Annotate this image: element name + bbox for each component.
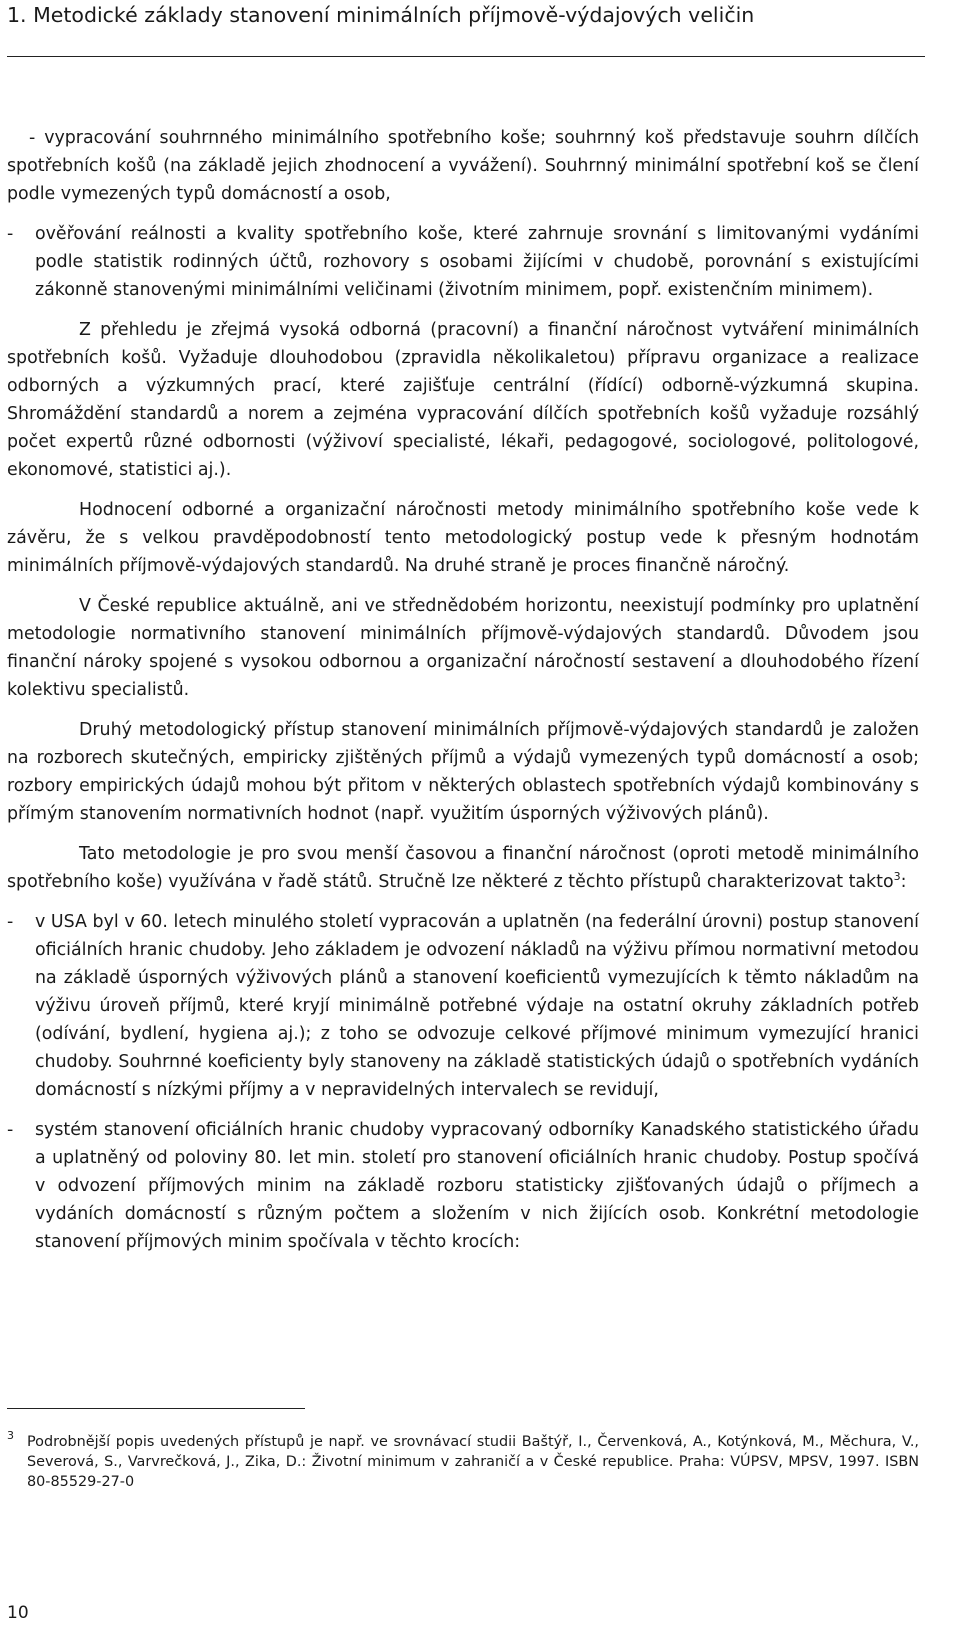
- list-dash: -: [7, 1120, 14, 1140]
- page-header: [7, 0, 925, 57]
- list-item-text: ověřování reálnosti a kvality spotřebního koše, které zahrnuje srovnání s limitovanými vydáními podle statistik rodinných účtů, rozhovory s osobami žijícími v chudobě, porovnání s existujícími zákonně stanovenými minimálními veličinami (životním minimem, popř. existenčním minimem).: [35, 224, 919, 300]
- list-dash: -: [7, 224, 14, 244]
- list-item-text: - vypracování souhrnného minimálního spotřebního koše; souhrnný koš představuje souhrn dílčích spotřebních košů (na základě jejich zhodnocení a vyvážení). Souhrnný minimální spotřební koš se člení podle vymezených typů domácností a osob,: [7, 128, 919, 204]
- body-text: [7, 124, 919, 1256]
- footnote-mark: 3: [7, 1429, 14, 1442]
- list-item: [7, 124, 919, 208]
- list-item: [7, 908, 919, 1104]
- footnote-text: Podrobnější popis uvedených přístupů je např. ve srovnávací studii Baštýř, I., Červenková, A., Kotýnková, M., Měchura, V., Severová, S., Varvrečková, J., Zika, D.: Životní minimum v zahraničí a v České republice. Praha: VÚPSV, MPSV, 1997. ISBN 80-85529-27-0: [27, 1434, 919, 1490]
- list-item: [7, 1116, 919, 1256]
- paragraph: [7, 840, 919, 896]
- list-item-text: systém stanovení oficiálních hranic chudoby vypracovaný odborníky Kanadského statistického úřadu a uplatněný od poloviny 80. let min. století pro stanovení oficiálních hranic chudoby. Postup spočívá v odvození příjmových minim na základě rozboru statisticky zjišťovaných údajů o příjmech a vydáních domácností s různým počtem a složením v nich žijících osob. Konkrétní metodologie stanovení příjmových minim spočívala v těchto krocích:: [35, 1120, 919, 1252]
- footnote: [7, 1429, 919, 1492]
- page-title: 1. Metodické základy stanovení minimálních příjmově-výdajových veličin: [7, 3, 755, 27]
- paragraph: Druhý metodologický přístup stanovení minimálních příjmově-výdajových standardů je založen na rozborech skutečných, empiricky zjištěných příjmů a výdajů vymezených typů domácností a osob; rozbory empirických údajů mohou být přitom v některých oblastech spotřebních výdajů kombinovány s přímým stanovením normativních hodnot (např. využitím úsporných výživových plánů).: [7, 720, 919, 824]
- list-item: [7, 220, 919, 304]
- footnote-reference[interactable]: 3: [893, 870, 901, 884]
- list-dash: -: [7, 912, 14, 932]
- page-number: 10: [7, 1603, 29, 1623]
- paragraph: V České republice aktuálně, ani ve střednědobém horizontu, neexistují podmínky pro uplatnění metodologie normativního stanovení minimálních příjmově-výdajových standardů. Důvodem jsou finanční nároky spojené s vysokou odbornou a organizační náročností sestavení a dlouhodobého řízení kolektivu specialistů.: [7, 596, 919, 700]
- paragraph-end: :: [900, 872, 907, 892]
- paragraph: Hodnocení odborné a organizační náročnosti metody minimálního spotřebního koše vede k závěru, že s velkou pravděpodobností tento metodologický postup vede k přesným hodnotám minimálních příjmově-výdajových standardů. Na druhé straně je proces finančně náročný.: [7, 500, 919, 576]
- paragraph-text: Tato metodologie je pro svou menší časovou a finanční náročnost (oproti metodě minimálního spotřebního koše) využívána v řadě států. Stručně lze některé z těchto přístupů charakterizovat takto: [7, 844, 919, 892]
- paragraph: Z přehledu je zřejmá vysoká odborná (pracovní) a finanční náročnost vytváření minimálních spotřebních košů. Vyžaduje dlouhodobou (zpravidla několikaletou) přípravu organizace a realizace odborných a výzkumných prací, které zajišťuje centrální (řídící) odborně-výzkumná skupina. Shromáždění standardů a norem a zejména vypracování dílčích spotřebních košů vyžaduje rozsáhlý počet expertů různé odbornosti (výživoví specialisté, lékaři, pedagogové, sociologové, politologové, ekonomové, statistici aj.).: [7, 320, 919, 480]
- list-item-text: v USA byl v 60. letech minulého století vypracován a uplatněn (na federální úrovni) postup stanovení oficiálních hranic chudoby. Jeho základem je odvození nákladů na výživu přímou normativní metodou na základě úsporných výživových plánů a stanovení koeficientů vymezujících k těmto nákladům na výživu úroveň příjmů, které kryjí minimálně potřebné výdaje na ostatní okruhy základních potřeb (odívání, bydlení, hygiena aj.); z toho se odvozuje celkové příjmové minimum vymezující hranici chudoby. Souhrnné koeficienty byly stanoveny na základě statistických údajů o spotřebních vydáních domácností s nízkými příjmy a v nepravidelných intervalech se revidují,: [35, 912, 919, 1100]
- footnote-divider: [7, 1408, 305, 1409]
